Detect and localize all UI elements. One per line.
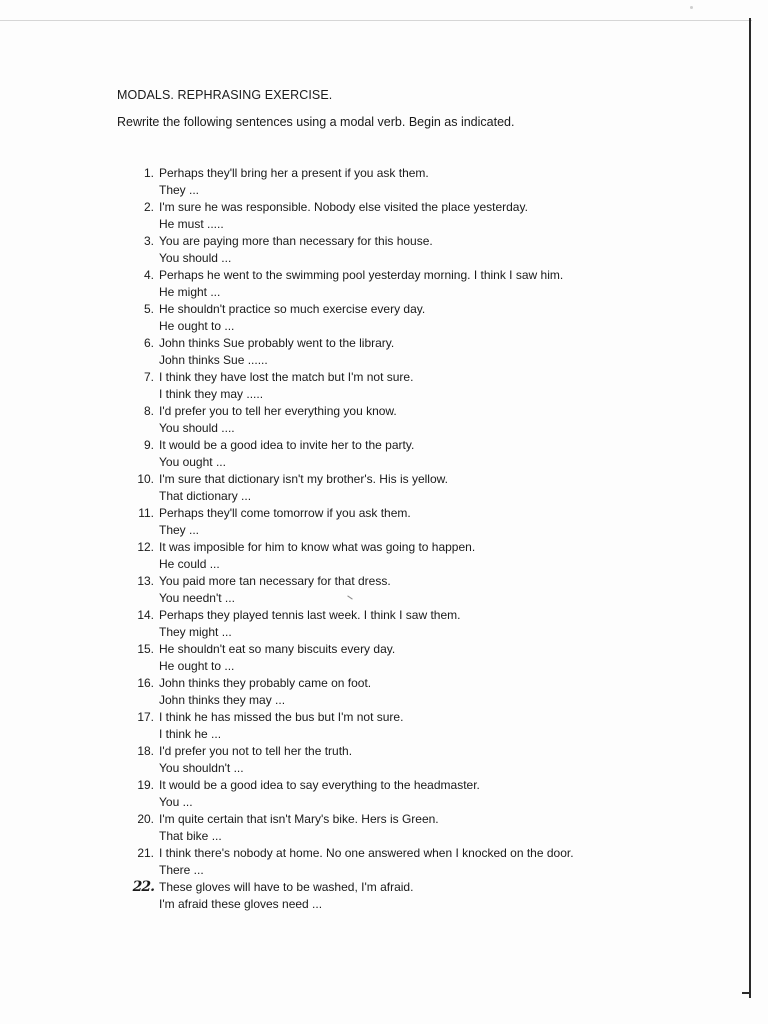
exercise-number: 3.: [143, 234, 154, 248]
exercise-prompt: He ought to ...: [159, 319, 235, 333]
exercise-sentence: I think they have lost the match but I'm not sure.: [159, 370, 414, 384]
exercise-body: [159, 607, 717, 641]
scan-speck: [690, 6, 693, 9]
exercise-item: [117, 777, 717, 811]
exercise-list: [117, 165, 717, 913]
exercise-body: [159, 743, 717, 777]
exercise-prompt: You shouldn't ...: [159, 761, 244, 775]
scan-corner-mark: [742, 992, 751, 994]
exercise-sentence: I'm sure that dictionary isn't my brother's. His is yellow.: [159, 472, 448, 486]
exercise-item: [117, 641, 717, 675]
exercise-number: 20.: [137, 812, 154, 826]
exercise-number: 22.: [132, 879, 154, 895]
worksheet-instructions: Rewrite the following sentences using a modal verb. Begin as indicated.: [117, 115, 515, 129]
exercise-body: [159, 369, 717, 403]
exercise-prompt: That bike ...: [159, 829, 222, 843]
exercise-item: [117, 199, 717, 233]
exercise-body: [159, 471, 717, 505]
exercise-item: [117, 811, 717, 845]
exercise-prompt: John thinks Sue ......: [159, 353, 268, 367]
exercise-sentence: He shouldn't eat so many biscuits every day.: [159, 642, 396, 656]
exercise-prompt: They ...: [159, 523, 200, 537]
exercise-prompt: You needn't ...: [159, 591, 235, 605]
exercise-prompt: He might ...: [159, 285, 221, 299]
exercise-number: 6.: [143, 336, 154, 350]
exercise-body: [159, 301, 717, 335]
exercise-number: 11.: [138, 506, 154, 520]
exercise-item: [117, 165, 717, 199]
exercise-item: [117, 675, 717, 709]
exercise-sentence: I'd prefer you to tell her everything you know.: [159, 404, 397, 418]
exercise-item: [117, 505, 717, 539]
exercise-prompt: I think he ...: [159, 727, 222, 741]
scan-right-edge-line: [749, 18, 751, 998]
exercise-prompt: You ought ...: [159, 455, 226, 469]
exercise-item: [117, 607, 717, 641]
exercise-number: 13.: [137, 574, 154, 588]
exercise-item: [117, 437, 717, 471]
exercise-number: 7.: [143, 370, 154, 384]
exercise-body: [159, 437, 717, 471]
exercise-body: [159, 335, 717, 369]
exercise-sentence: I'm sure he was responsible. Nobody else visited the place yesterday.: [159, 200, 528, 214]
exercise-body: [159, 675, 717, 709]
exercise-item: [117, 233, 717, 267]
exercise-body: [159, 573, 717, 607]
exercise-body: [159, 811, 717, 845]
exercise-prompt: That dictionary ...: [159, 489, 252, 503]
exercise-sentence: I'm quite certain that isn't Mary's bike. Hers is Green.: [159, 812, 439, 826]
exercise-item: [117, 267, 717, 301]
exercise-body: [159, 199, 717, 233]
exercise-prompt: You should ...: [159, 251, 232, 265]
exercise-number: 1.: [143, 166, 154, 180]
exercise-body: [159, 165, 717, 199]
exercise-sentence: Perhaps they played tennis last week. I think I saw them.: [159, 608, 461, 622]
exercise-item: [117, 471, 717, 505]
exercise-number: 4.: [143, 268, 154, 282]
exercise-prompt: He could ...: [159, 557, 220, 571]
exercise-item: [117, 335, 717, 369]
exercise-item: [117, 539, 717, 573]
exercise-item: [117, 845, 717, 879]
exercise-sentence: These gloves will have to be washed, I'm afraid.: [159, 880, 414, 894]
exercise-prompt: They ...: [159, 183, 200, 197]
exercise-number: 15.: [137, 642, 154, 656]
exercise-body: [159, 641, 717, 675]
exercise-body: [159, 505, 717, 539]
exercise-sentence: You are paying more than necessary for this house.: [159, 234, 433, 248]
exercise-prompt: You ...: [159, 795, 193, 809]
exercise-body: [159, 777, 717, 811]
exercise-body: [159, 267, 717, 301]
exercise-prompt: John thinks they may ...: [159, 693, 286, 707]
exercise-prompt: I'm afraid these gloves need ...: [159, 897, 323, 911]
exercise-sentence: It would be a good idea to say everything to the headmaster.: [159, 778, 480, 792]
exercise-number: 17.: [137, 710, 154, 724]
exercise-body: [159, 539, 717, 573]
exercise-sentence: You paid more tan necessary for that dress.: [159, 574, 391, 588]
exercise-number: 12.: [137, 540, 154, 554]
scan-top-edge-line: [0, 20, 752, 21]
exercise-item: [117, 403, 717, 437]
exercise-body: [159, 709, 717, 743]
exercise-item: [117, 573, 717, 607]
exercise-item: [117, 301, 717, 335]
exercise-prompt: He ought to ...: [159, 659, 235, 673]
exercise-item: [117, 743, 717, 777]
worksheet-title: MODALS. REPHRASING EXERCISE.: [117, 88, 333, 102]
exercise-sentence: He shouldn't practice so much exercise every day.: [159, 302, 426, 316]
exercise-item: [117, 369, 717, 403]
exercise-item: [117, 709, 717, 743]
exercise-sentence: I think he has missed the bus but I'm not sure.: [159, 710, 404, 724]
exercise-number: 2.: [143, 200, 154, 214]
exercise-sentence: Perhaps he went to the swimming pool yesterday morning. I think I saw him.: [159, 268, 564, 282]
exercise-number: 16.: [137, 676, 154, 690]
exercise-number: 9.: [143, 438, 154, 452]
exercise-sentence: John thinks Sue probably went to the library.: [159, 336, 395, 350]
exercise-sentence: It was imposible for him to know what was going to happen.: [159, 540, 476, 554]
exercise-body: [159, 403, 717, 437]
exercise-number: 19.: [137, 778, 154, 792]
exercise-prompt: You should ....: [159, 421, 235, 435]
exercise-item: [117, 879, 717, 913]
exercise-sentence: I'd prefer you not to tell her the truth.: [159, 744, 353, 758]
exercise-number: 10.: [137, 472, 154, 486]
exercise-prompt: There ...: [159, 863, 204, 877]
exercise-prompt: He must .....: [159, 217, 224, 231]
exercise-sentence: I think there's nobody at home. No one answered when I knocked on the door.: [159, 846, 574, 860]
exercise-number: 21.: [137, 846, 154, 860]
exercise-prompt: They might ...: [159, 625, 232, 639]
exercise-number: 8.: [143, 404, 154, 418]
exercise-sentence: Perhaps they'll come tomorrow if you ask them.: [159, 506, 411, 520]
exercise-number: 18.: [137, 744, 154, 758]
exercise-body: [159, 879, 717, 913]
exercise-body: [159, 233, 717, 267]
exercise-sentence: John thinks they probably came on foot.: [159, 676, 372, 690]
exercise-number: 5.: [143, 302, 154, 316]
exercise-number: 14.: [137, 608, 154, 622]
exercise-sentence: It would be a good idea to invite her to the party.: [159, 438, 415, 452]
exercise-sentence: Perhaps they'll bring her a present if you ask them.: [159, 166, 429, 180]
exercise-prompt: I think they may .....: [159, 387, 264, 401]
exercise-body: [159, 845, 717, 879]
